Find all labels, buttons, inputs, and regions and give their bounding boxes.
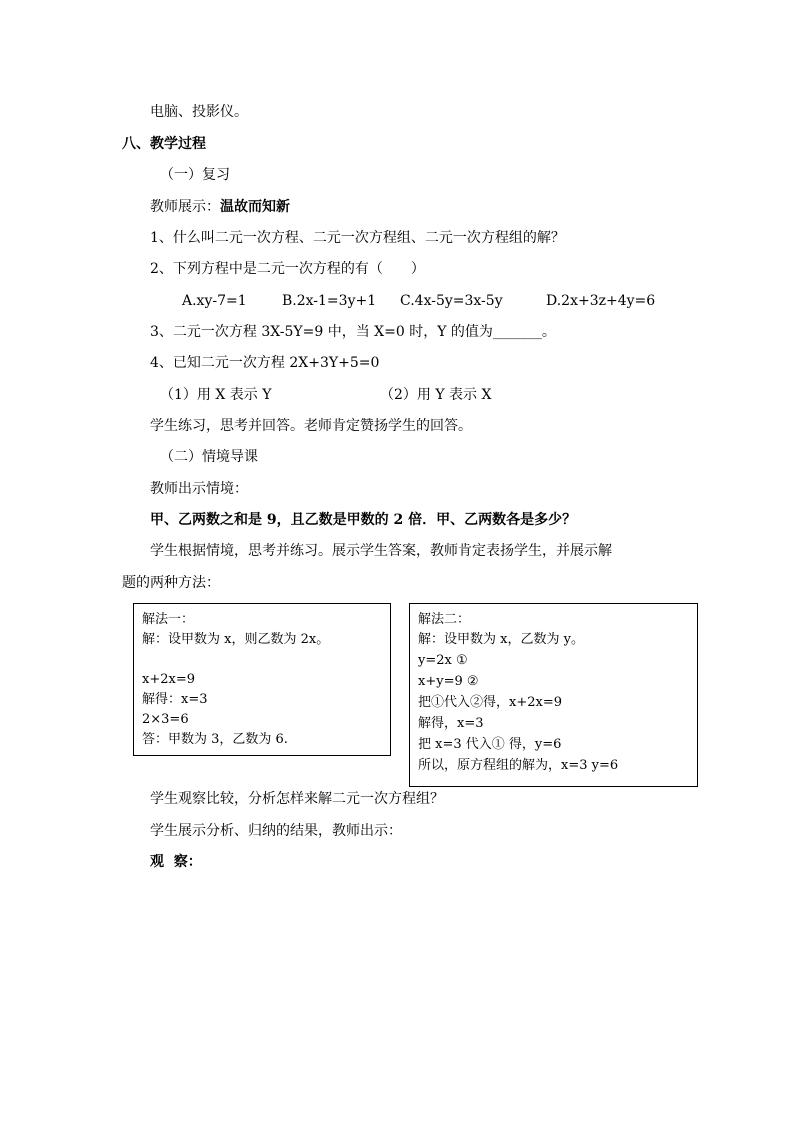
student-practice: 学生练习，思考并回答。老师肯定赞扬学生的回答。 [150, 418, 472, 434]
method-two-step: 把 x=3 代入① 得，y=6 [418, 737, 562, 752]
situation-teacher-show: 教师出示情境： [150, 481, 248, 497]
intro-line: 电脑、投影仪。 [150, 104, 248, 120]
method-one-step: x+2x=9 [142, 672, 195, 687]
method-one-title: 解法一： [142, 612, 195, 627]
teacher-show-line [150, 198, 290, 216]
method-two-step: 解得，x=3 [418, 716, 484, 731]
method-two-box [409, 603, 698, 787]
review-heading: （一）复习 [160, 167, 230, 183]
situation-problem: 甲、乙两数之和是 9，且乙数是甲数的 2 倍．甲、乙两数各是多少？ [150, 512, 577, 528]
method-two-conclusion: 所以，原方程组的解为，x=3 y=6 [418, 758, 619, 773]
method-two-step: y=2x ① [418, 653, 468, 668]
option-d: D.2x+3z+4y=6 [546, 293, 656, 309]
section-title: 八、教学过程 [122, 136, 206, 152]
question-4-part-1: （1）用 X 表示 Y [160, 387, 272, 403]
situation-desc-line-1: 学生根据情境，思考并练习。展示学生答案，教师肯定表扬学生，并展示解 [150, 543, 612, 559]
option-c: C.4x-5y=3x-5y [400, 293, 503, 309]
method-one-step: 解：设甲数为 x，则乙数为 2x。 [142, 632, 330, 647]
situation-desc-line-2: 题的两种方法： [122, 575, 220, 591]
method-one-step: 2×3=6 [142, 712, 189, 727]
situation-heading: （二）情境导课 [160, 449, 258, 465]
teacher-show-emph: 温故而知新 [220, 199, 290, 215]
question-1: 1、什么叫二元一次方程、二元一次方程组、二元一次方程组的解？ [150, 230, 565, 246]
method-two-step: 解：设甲数为 x，乙数为 y。 [418, 632, 584, 647]
method-one-box [133, 603, 391, 756]
question-3: 3、二元一次方程 3X-5Y=9 中，当 X=0 时，Y 的值为_______。 [150, 324, 556, 340]
question-2: 2、下列方程中是二元一次方程的有（ ） [150, 261, 425, 277]
method-two-step: 把①代入②得，x+2x=9 [418, 695, 562, 710]
option-b: B.2x-1=3y+1 [282, 293, 377, 309]
method-one-step: 解得：x=3 [142, 692, 208, 707]
observe-label: 观 察： [150, 854, 202, 870]
option-a: A.xy-7=1 [182, 293, 247, 309]
method-two-step: x+y=9 ② [418, 674, 479, 689]
question-4: 4、已知二元一次方程 2X+3Y+5=0 [150, 355, 380, 371]
method-two-title: 解法二： [418, 612, 471, 627]
after-show: 学生展示分析、归纳的结果，教师出示： [150, 823, 402, 839]
question-4-part-2: （2）用 Y 表示 X [380, 387, 492, 403]
teacher-show-prefix: 教师展示： [150, 199, 220, 215]
method-one-answer: 答：甲数为 3，乙数为 6. [142, 732, 288, 747]
after-compare: 学生观察比较，分析怎样来解二元一次方程组？ [150, 791, 444, 807]
